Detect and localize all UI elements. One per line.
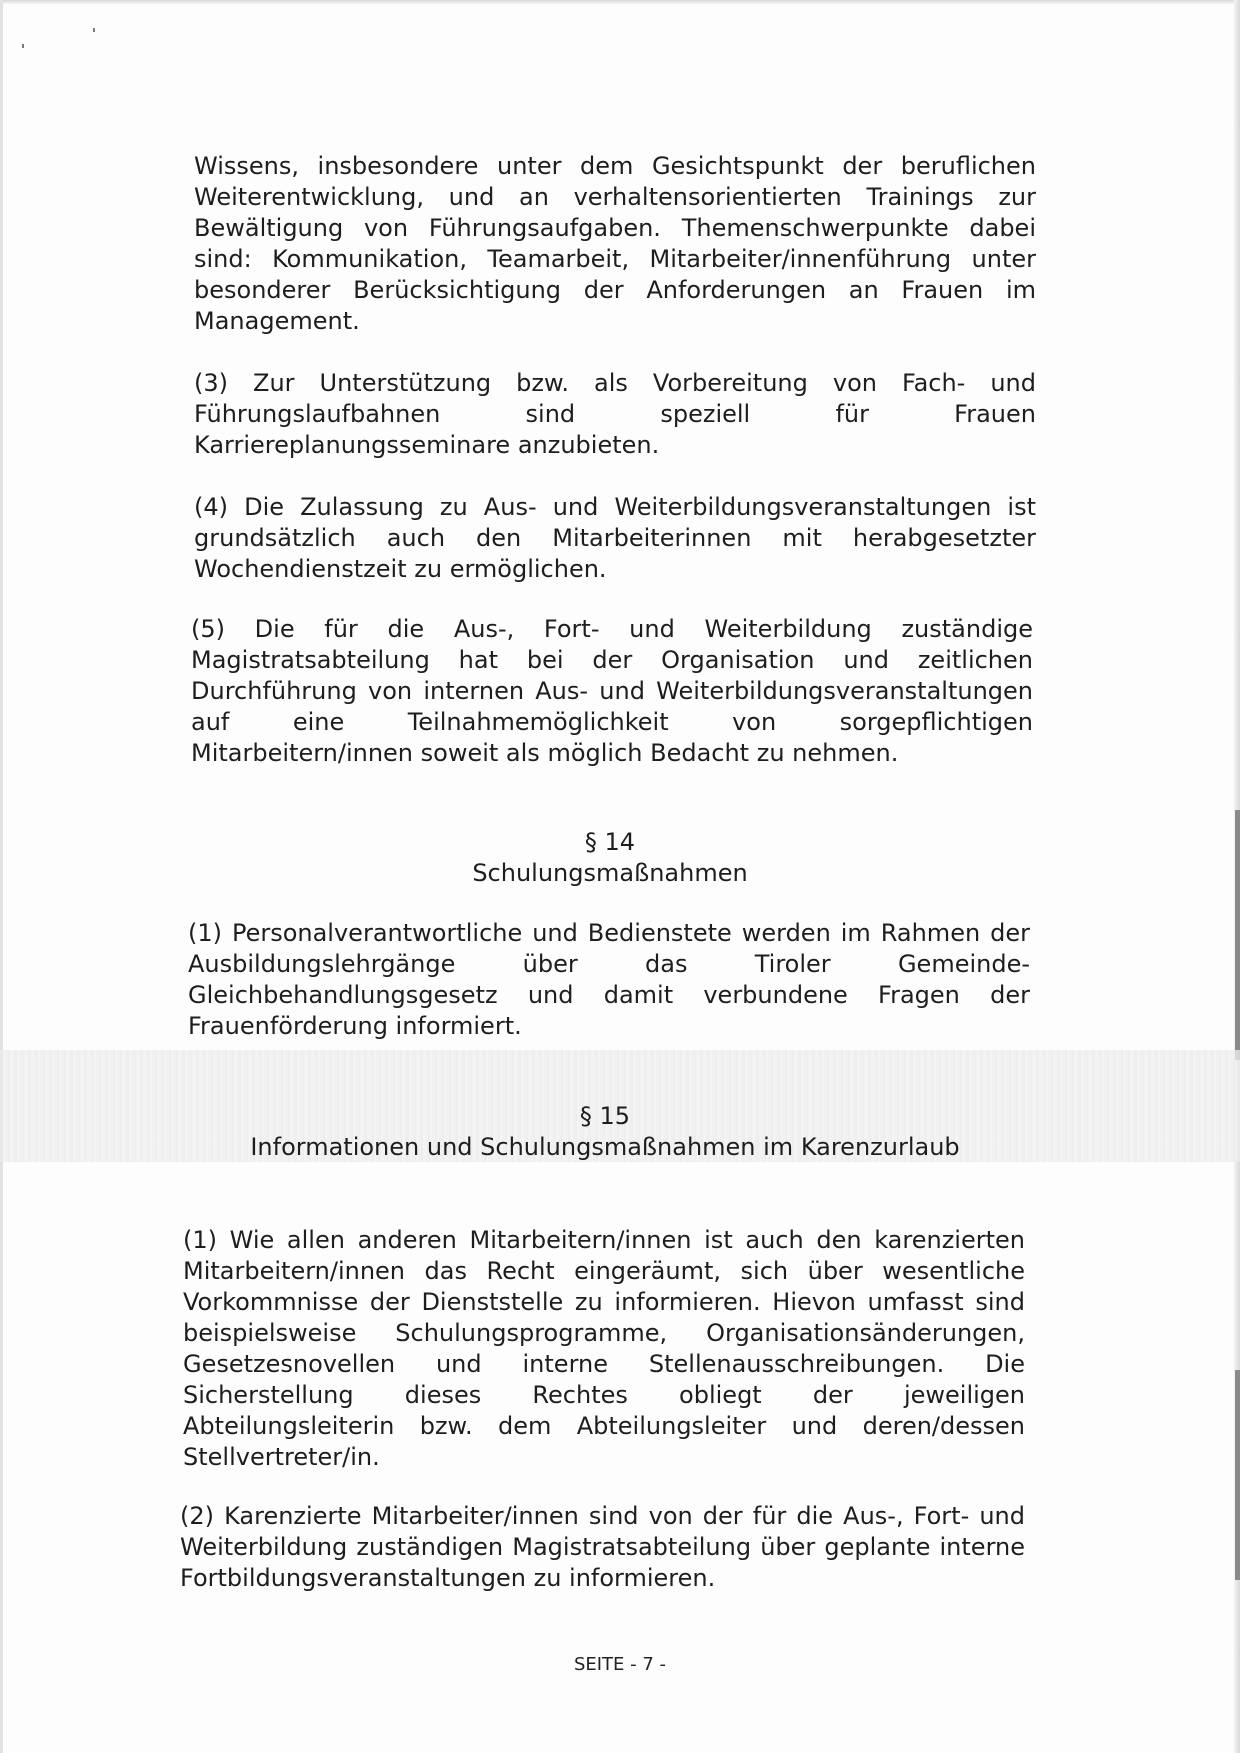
- section-14-title: Schulungsmaßnahmen: [472, 859, 748, 887]
- scan-mark: [1235, 1370, 1240, 1580]
- paragraph-intro: Wissens, insbesondere unter dem Gesichtspunkt der beruflichen Weiterentwicklung, und an verhaltensorientierten Trainings zur Bewältigung von Führungsaufgaben. Themenschwerpunkte dabei sind: Kommunikation, Teamarbeit, Mitarbeiter/innenführung unter besonderer Berücksichtigung der Anforderungen an Frauen im Management.: [194, 152, 1036, 335]
- paragraph-15-1: (1) Wie allen anderen Mitarbeitern/innen ist auch den karenzierten Mitarbeitern/innen das Recht eingeräumt, sich über wesentliche Vorkommnisse der Dienststelle zu informieren. Hievon umfasst sind beispielsweise Schulungsprogramme, Organisationsänderungen, Gesetzesnovellen und interne Stellenausschreibungen. Die Sicherstellung dieses Rechtes obliegt der jeweiligen Abteilungsleiterin bzw. dem Abteilungsleiter und deren/dessen Stellvertreter/in.: [183, 1226, 1025, 1471]
- scan-edge-left: [0, 0, 3, 1753]
- scan-speck: [93, 28, 95, 32]
- scan-edge-top: [0, 0, 1240, 4]
- section-14-number: § 14: [584, 828, 636, 856]
- paragraph-13-4: (4) Die Zulassung zu Aus- und Weiterbildungsveranstaltungen ist grundsätzlich auch den Mitarbeiterinnen mit herabgesetzter Wochendienstzeit zu ermöglichen.: [194, 493, 1036, 583]
- paragraph-14-1: (1) Personalverantwortliche und Bedienstete werden im Rahmen der Ausbildungslehrgänge über das Tiroler Gemeinde-Gleichbehandlungsgesetz und damit verbundene Fragen der Frauenförderung informiert.: [188, 919, 1030, 1040]
- section-15-number: § 15: [579, 1102, 631, 1130]
- paragraph-13-5: (5) Die für die Aus-, Fort- und Weiterbildung zuständige Magistratsabteilung hat bei der Organisation und zeitlichen Durchführung von internen Aus- und Weiterbildungsveranstaltungen auf eine Teilnahmemöglichkeit von sorgepflichtigen Mitarbeitern/innen soweit als möglich Bedacht zu nehmen.: [191, 615, 1033, 767]
- paragraph-15-2: (2) Karenzierte Mitarbeiter/innen sind von der für die Aus-, Fort- und Weiterbildung zuständigen Magistratsabteilung über geplante interne Fortbildungsveranstaltungen zu informieren.: [180, 1502, 1025, 1592]
- paragraph-13-3: (3) Zur Unterstützung bzw. als Vorbereitung von Fach- und Führungslaufbahnen sind speziell für Frauen Karriereplanungsseminare anzubieten.: [194, 369, 1036, 459]
- section-15-title: Informationen und Schulungsmaßnahmen im Karenzurlaub: [250, 1133, 960, 1161]
- page-number: SEITE - 7 -: [573, 1654, 667, 1675]
- scan-mark: [1235, 810, 1240, 1060]
- scan-speck: [22, 44, 24, 48]
